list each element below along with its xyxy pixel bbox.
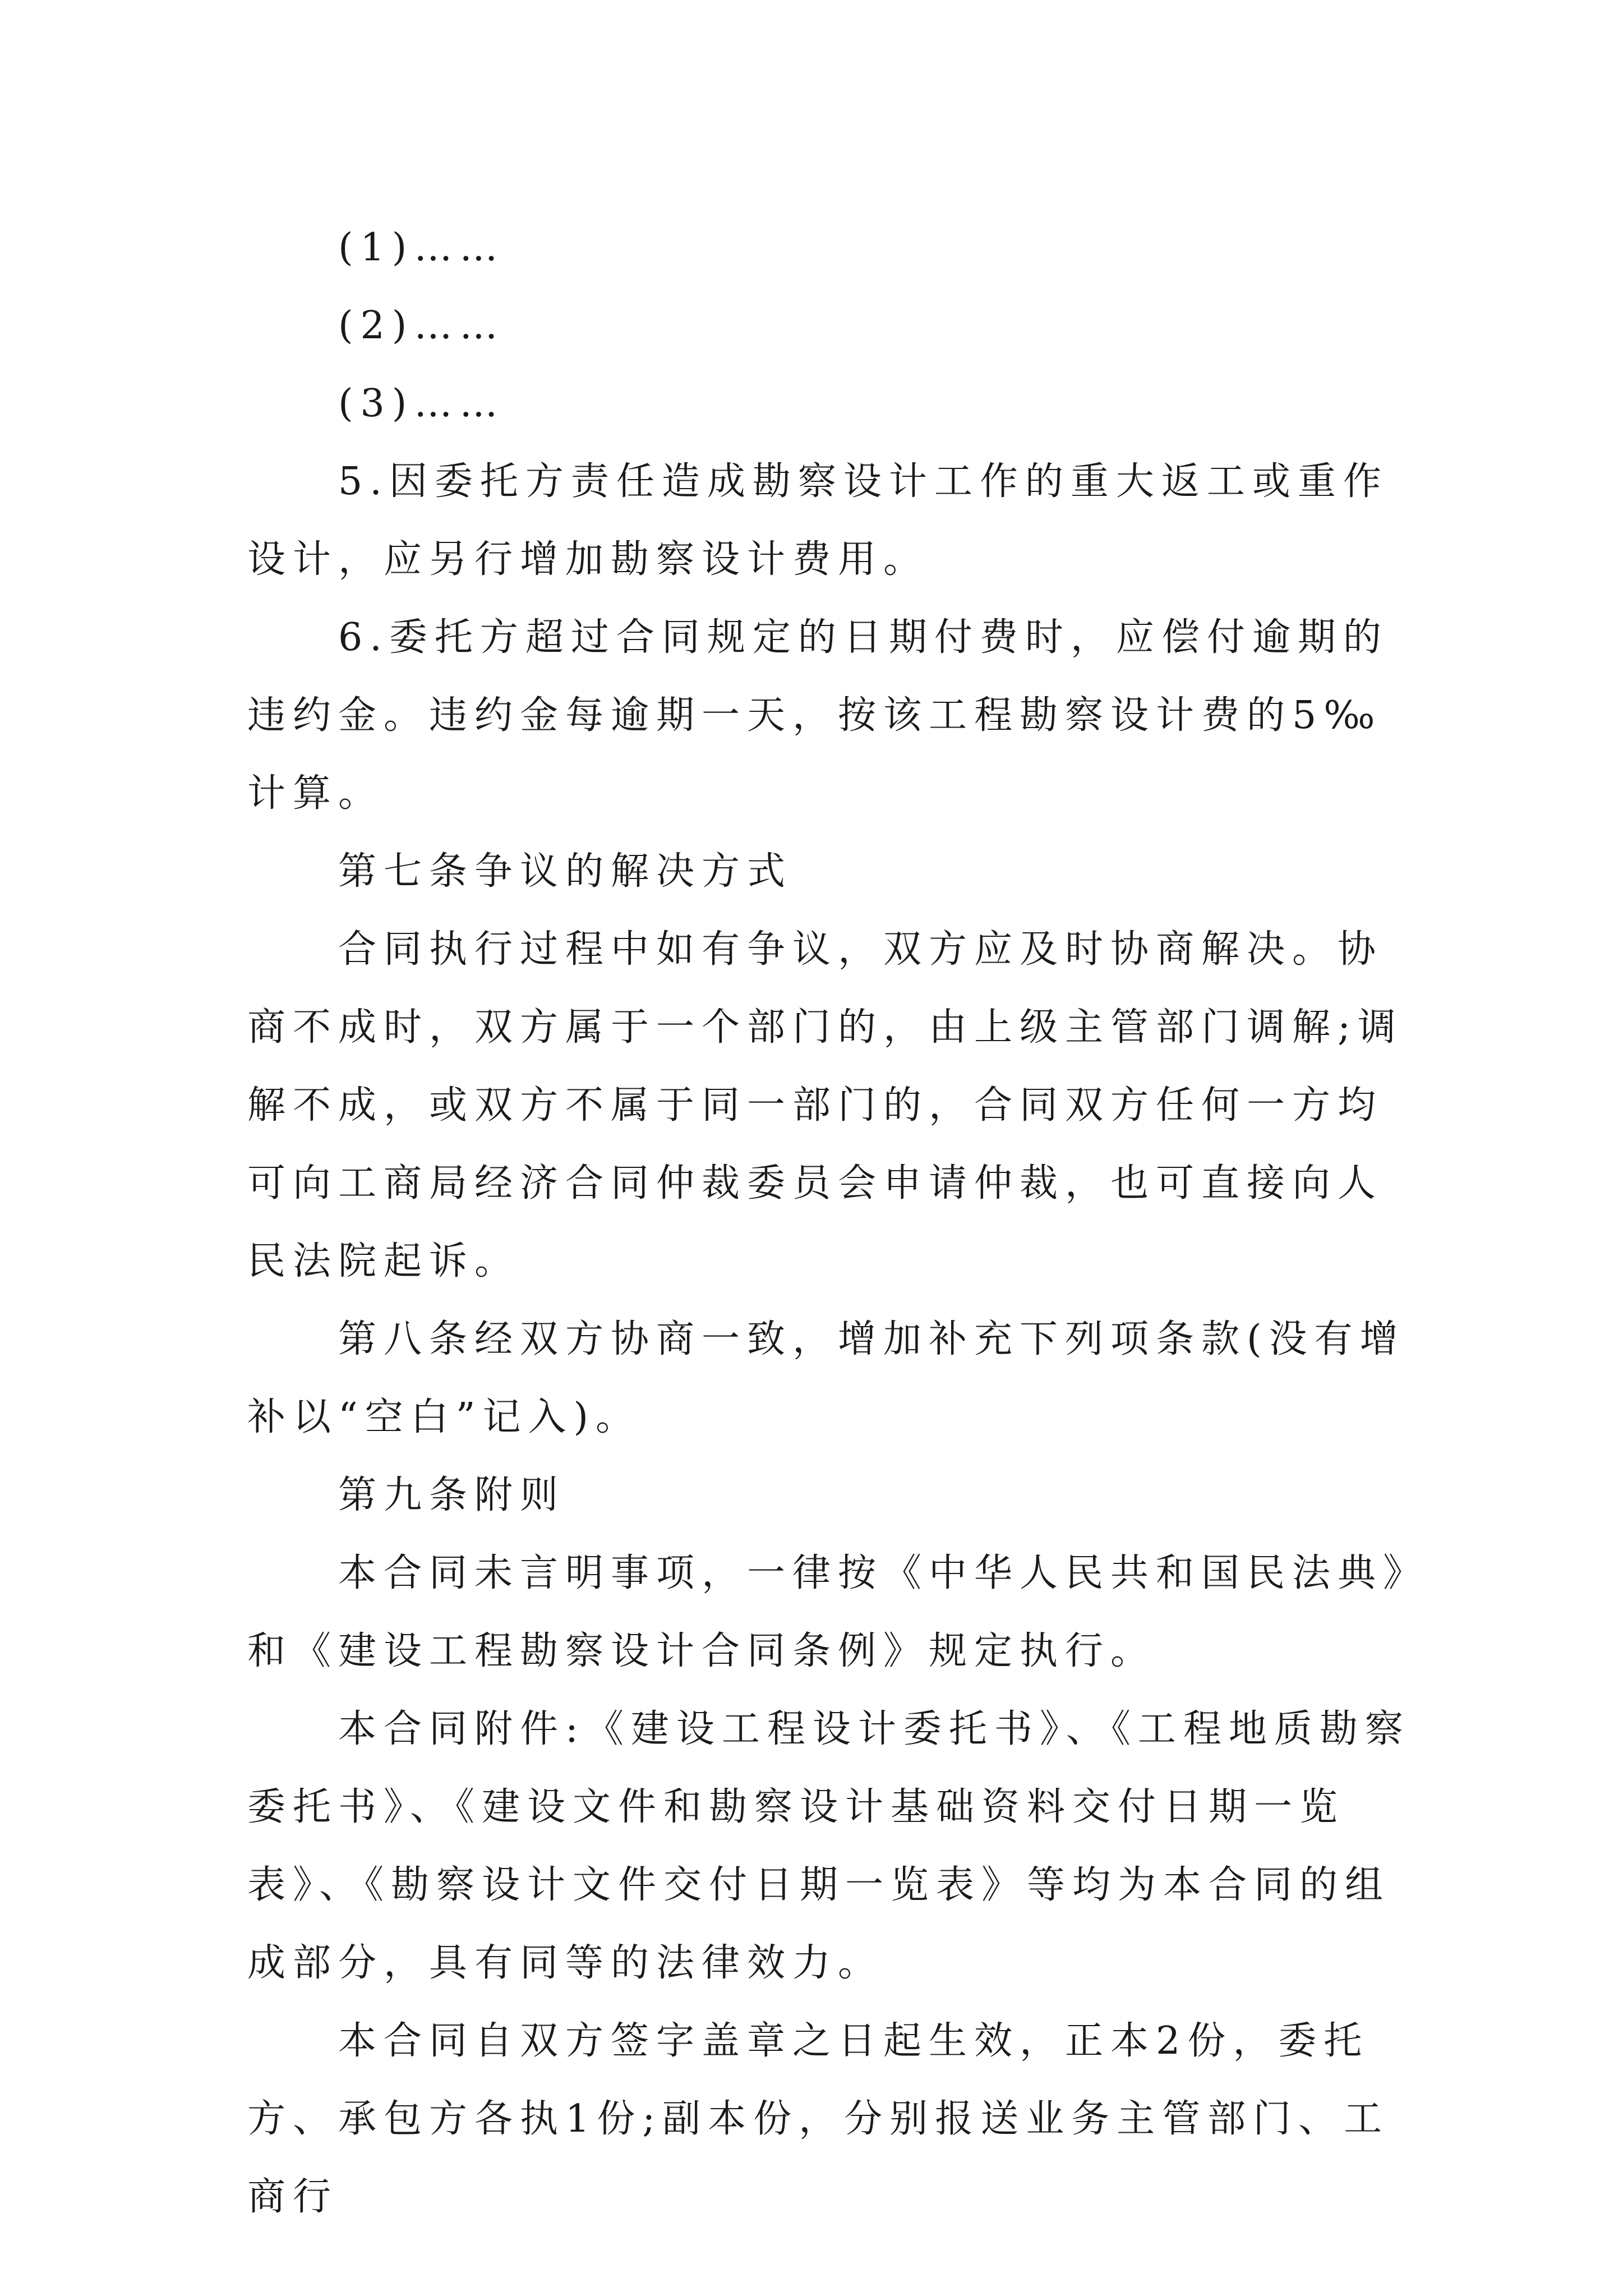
- article-7-body: 合同执行过程中如有争议，双方应及时协商解决。协商不成时，双方属于一个部门的，由上级主管部门调解;调解不成，或双方不属于同一部门的，合同双方任何一方均可向工商局经济合同仲裁委员会申请仲裁，也可直接向人民法院起诉。: [247, 927, 1403, 1283]
- article-8-text: 第八条经双方协商一致，增加补充下列项条款(没有增补以“空白”记入)。: [247, 1317, 1405, 1439]
- document-body: [247, 209, 1425, 2236]
- list-item-2: (2)……: [338, 303, 505, 348]
- article-9-heading: 第九条附则: [338, 1473, 566, 1517]
- list-item-1: (1)……: [338, 226, 505, 270]
- article-9-body: 本合同未言明事项，一律按《中华人民共和国民法典》和《建设工程勘察设计合同条例》规定执行。: [247, 1551, 1410, 1673]
- attachments-paragraph: 本合同附件:《建设工程设计委托书》、《工程地质勘察委托书》、《建设文件和勘察设计基础资料交付日期一览表》、《勘察设计文件交付日期一览表》等均为本合同的组成部分，具有同等的法律效力。: [247, 1707, 1410, 1985]
- clause-item-6: 6.委托方超过合同规定的日期付费时，应偿付逾期的违约金。违约金每逾期一天，按该工程勘察设计费的5‰计算。: [247, 615, 1389, 816]
- list-item-3: (3)……: [338, 381, 505, 426]
- effective-clause-paragraph: 本合同自双方签字盖章之日起生效，正本2份，委托方、承包方各执1份;副本份，分别报送业务主管部门、工商行: [247, 2019, 1390, 2219]
- clause-item-5: 5.因委托方责任造成勘察设计工作的重大返工或重作设计，应另行增加勘察设计费用。: [247, 459, 1389, 582]
- article-7-heading: 第七条争议的解决方式: [338, 849, 793, 894]
